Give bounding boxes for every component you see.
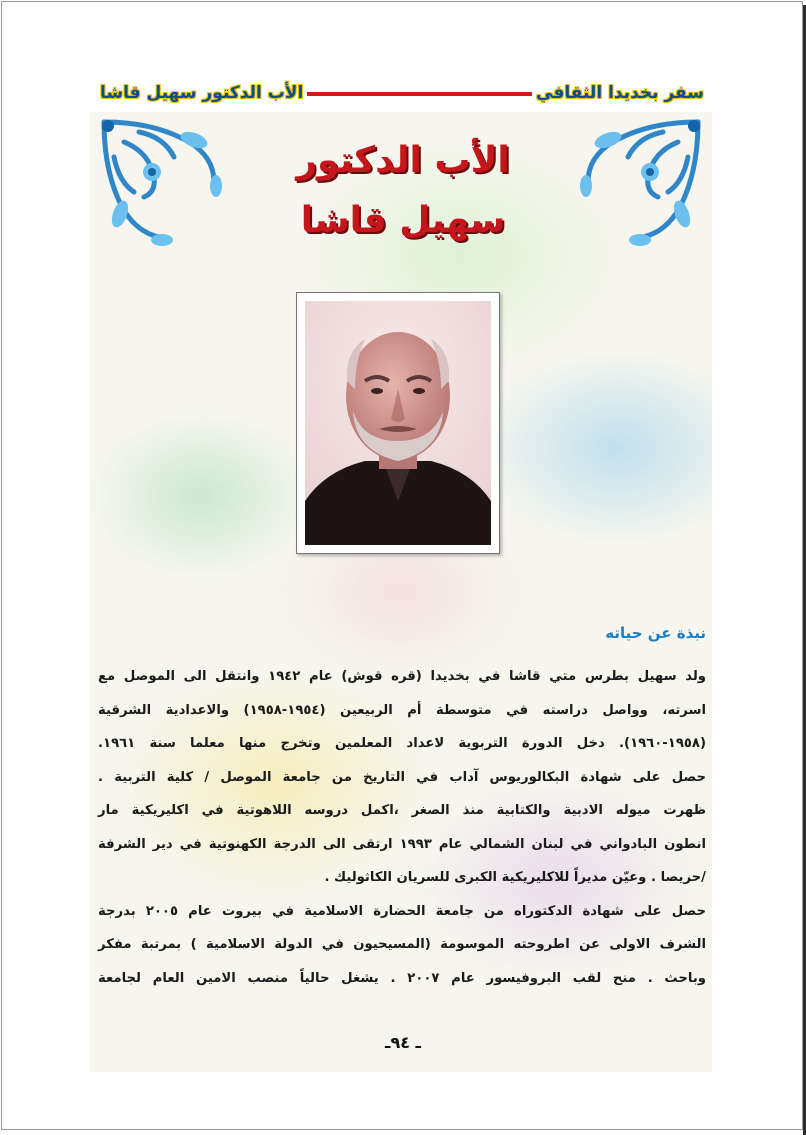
- page-number: ـ ٩٤ـ: [384, 1033, 422, 1052]
- portrait-image: [305, 301, 491, 545]
- header-series-title: سفر بخديدا الثقافي: [532, 80, 708, 106]
- biography-line: حصل على شهادة البكالوريوس آداب في التاريخ من جامعة الموصل / كلية التربية .: [98, 769, 706, 785]
- biography-line: حصل على شهادة الدكتوراه من جامعة الحضارة الاسلامية في بيروت عام ٢٠٠٥ بدرجة: [98, 903, 706, 919]
- header-chapter-title: الأب الدكتور سهيل قاشا: [96, 80, 307, 106]
- page-subtitle-name: سهيل قاشا: [300, 200, 506, 241]
- portrait-photo: [296, 292, 500, 554]
- biography-text: [98, 660, 706, 995]
- running-header: [96, 80, 708, 106]
- biography-line: ظهرت ميوله الادبية والكتابية منذ الصغر ،اكمل دروسه اللاهوتية في اكليريكية مار: [98, 803, 706, 818]
- page-title: الأب الدكتور: [296, 140, 510, 181]
- biography-line: وباحث . منح لقب البروفيسور عام ٢٠٠٧ . يشغل حالياً منصب الامين العام لجامعة: [98, 970, 707, 986]
- biography-line: اسرته، وواصل دراسته في متوسطة أم الربيعين (١٩٥٤-١٩٥٨) والاعدادية الشرقية: [98, 702, 706, 718]
- biography-line: ولد سهيل بطرس متي قاشا في بخديدا (قره قوش) عام ١٩٤٢ وانتقل الى الموصل مع: [98, 669, 706, 684]
- section-heading: نبذة عن حياته: [605, 624, 706, 642]
- biography-line: انطون البادواني في لبنان الشمالي عام ١٩٩٣ ارتقى الى الدرجة الكهنوتية في دير الشرفة: [98, 836, 706, 852]
- biography-line: (١٩٥٨-١٩٦٠). دخل الدورة التربوية لاعداد المعلمين وتخرج منها معلما سنة ١٩٦١.: [98, 736, 706, 751]
- biography-line: الشرف الاولى عن اطروحته الموسومة (المسيحيون في الدولة الاسلامية ) بمرتبة مفكر: [98, 937, 706, 952]
- biography-line: /حريصا . وعيّن مديراً للاكليريكية الكبرى للسريان الكاثوليك .: [324, 870, 706, 885]
